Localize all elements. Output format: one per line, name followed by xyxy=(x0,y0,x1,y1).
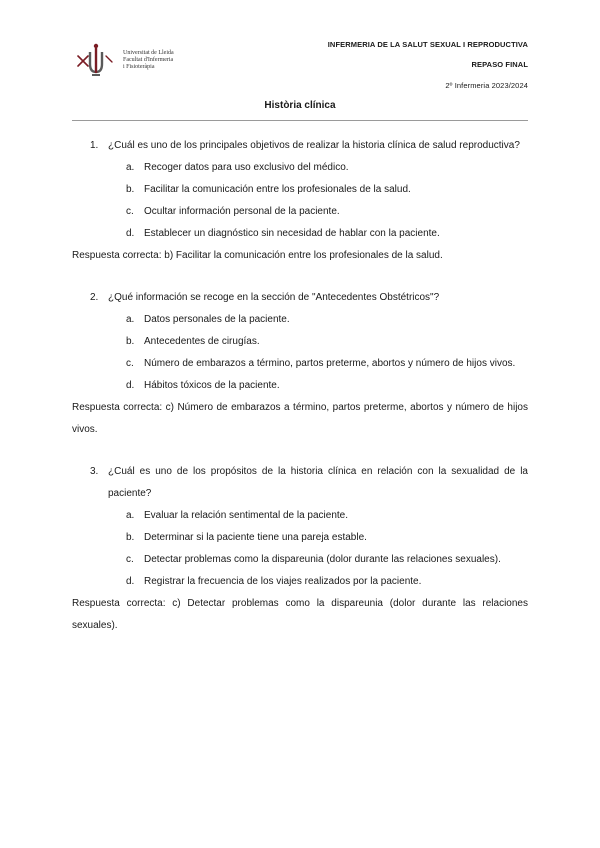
option-letter: b. xyxy=(126,532,135,543)
question-number: 2. xyxy=(90,292,99,303)
option-letter: d. xyxy=(126,228,135,239)
option-letter: a. xyxy=(126,510,135,521)
option-text: Recoger datos para uso exclusivo del médico. xyxy=(144,162,349,173)
question-block xyxy=(72,461,528,637)
option-letter: b. xyxy=(126,184,135,195)
option-text: Establecer un diagnóstico sin necesidad de hablar con la paciente. xyxy=(144,228,440,239)
question-text: ¿Cuál es uno de los propósitos de la historia clínica en relación con la sexualidad de la paciente? xyxy=(108,466,528,499)
page-title: Història clínica xyxy=(264,100,336,111)
option-text: Evaluar la relación sentimental de la paciente. xyxy=(144,510,349,521)
option-text: Registrar la frecuencia de los viajes realizados por la paciente. xyxy=(144,576,422,587)
question-text: ¿Qué información se recoge en la sección de "Antecedentes Obstétricos"? xyxy=(108,292,440,303)
option-text: Facilitar la comunicación entre los profesionales de la salud. xyxy=(144,184,411,195)
option xyxy=(72,527,528,549)
title-divider xyxy=(72,120,528,121)
question xyxy=(72,287,528,309)
option xyxy=(72,571,528,593)
correct-answer: Respuesta correcta: b) Facilitar la comunicación entre los profesionales de la salud. xyxy=(72,250,443,261)
option-text: Hábitos tóxicos de la paciente. xyxy=(144,380,280,391)
option-letter: b. xyxy=(126,336,135,347)
course-title: INFERMERIA DE LA SALUT SEXUAL I REPRODUCTIVA xyxy=(327,40,528,49)
option xyxy=(72,201,528,223)
option-text: Determinar si la paciente tiene una pareja estable. xyxy=(144,532,367,543)
option xyxy=(72,157,528,179)
institution-line: Universitat de Lleida xyxy=(123,50,174,56)
option xyxy=(72,353,528,375)
option-letter: a. xyxy=(126,314,135,325)
option xyxy=(72,505,528,527)
questions-list xyxy=(72,135,528,637)
option-text: Datos personales de la paciente. xyxy=(144,314,290,325)
question-block xyxy=(72,135,528,267)
option-letter: c. xyxy=(126,358,134,369)
institution-name xyxy=(123,50,174,71)
option xyxy=(72,179,528,201)
option xyxy=(72,309,528,331)
option-letter: d. xyxy=(126,380,135,391)
question-number: 3. xyxy=(90,466,99,477)
option-letter: c. xyxy=(126,554,134,565)
institution-line: i Fisioteràpia xyxy=(123,64,155,70)
option-letter: d. xyxy=(126,576,135,587)
option-text: Antecedentes de cirugías. xyxy=(144,336,260,347)
option-text: Número de embarazos a término, partos preterme, abortos y número de hijos vivos. xyxy=(144,358,516,369)
question xyxy=(72,461,528,505)
options-list xyxy=(72,505,528,593)
option xyxy=(72,549,528,571)
option-letter: a. xyxy=(126,162,135,173)
option xyxy=(72,375,528,397)
question-number: 1. xyxy=(90,140,99,151)
correct-answer: Respuesta correcta: c) Detectar problemas como la dispareunia (dolor durante las relaciones sexuales). xyxy=(72,598,528,631)
option xyxy=(72,331,528,353)
question xyxy=(72,135,528,157)
options-list xyxy=(72,157,528,245)
correct-answer: Respuesta correcta: c) Número de embarazos a término, partos preterme, abortos y número de hijos vivos. xyxy=(72,402,528,435)
question-text: ¿Cuál es uno de los principales objetivos de realizar la historia clínica de salud reproductiva? xyxy=(108,140,520,151)
options-list xyxy=(72,309,528,397)
option-text: Detectar problemas como la dispareunia (dolor durante las relaciones sexuales). xyxy=(144,554,501,565)
option-letter: c. xyxy=(126,206,134,217)
question-block xyxy=(72,287,528,441)
option-text: Ocultar información personal de la paciente. xyxy=(144,206,340,217)
option xyxy=(72,223,528,245)
institution-line: Facultat d'Infermeria xyxy=(123,57,174,63)
section-title: REPASO FINAL xyxy=(471,60,528,69)
academic-year: 2º Infermeria 2023/2024 xyxy=(445,81,528,90)
